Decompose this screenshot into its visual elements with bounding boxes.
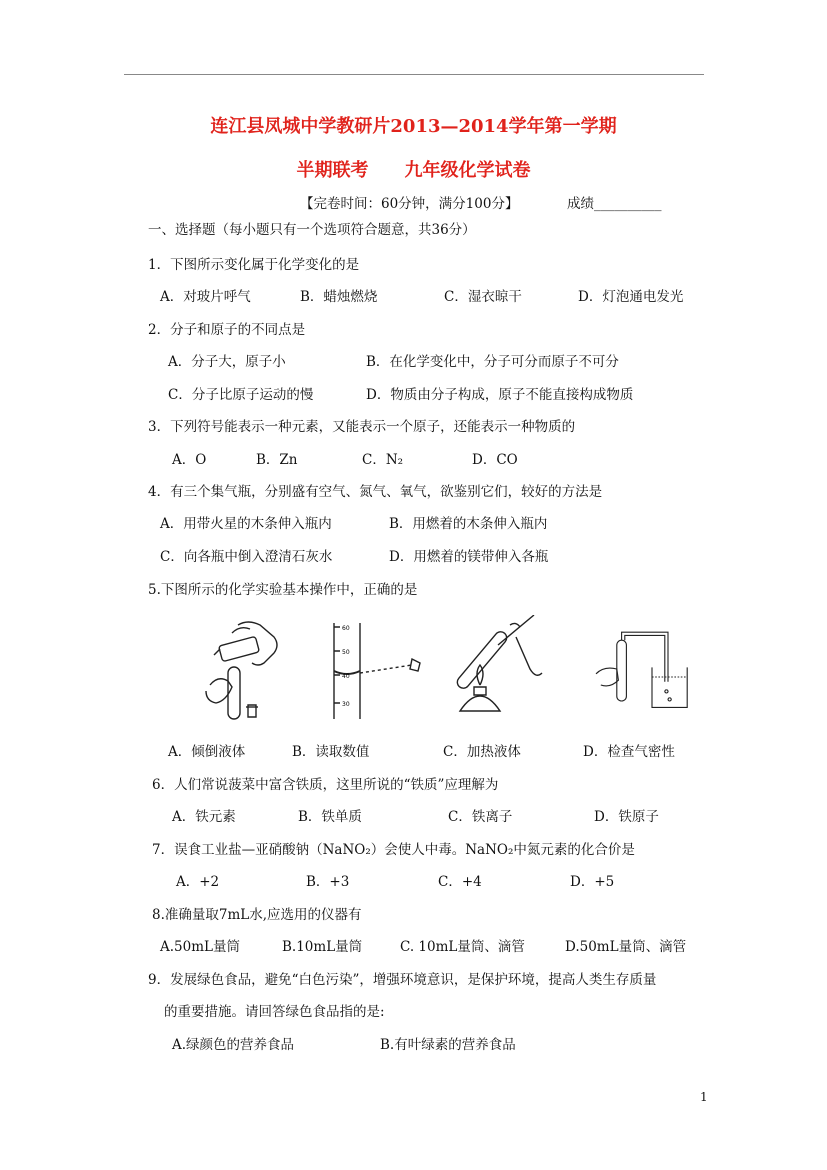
- option-c: C．N₂: [362, 452, 404, 468]
- option-a: A.50mL量筒: [160, 939, 240, 955]
- figure-airtightness: [580, 615, 700, 723]
- question-stem: 4．有三个集气瓶，分别盛有空气、氮气、氧气，欲鉴别它们，较好的方法是: [148, 484, 603, 500]
- score-field: 成绩__________: [567, 196, 662, 212]
- option-b: B.10mL量筒: [282, 939, 363, 955]
- question-stem: 9．发展绿色食品，避免“白色污染”，增强环境意识，是保护环境，提高人类生存质量: [148, 972, 657, 988]
- option-b: B．在化学变化中，分子可分而原子不可分: [366, 354, 619, 370]
- option-b: B．+3: [306, 874, 350, 890]
- cylinder-tick-30: 30: [342, 701, 350, 708]
- option-a: A．对玻片呼气: [160, 289, 251, 305]
- question-stem: 5.下图所示的化学实验基本操作中，正确的是: [148, 582, 418, 598]
- option-b: B．读取数值: [292, 744, 370, 760]
- question-stem: 3．下列符号能表示一种元素，又能表示一个原子，还能表示一种物质的: [148, 419, 576, 435]
- option-b: B．用燃着的木条伸入瓶内: [389, 516, 548, 532]
- question-stem: 8.准确量取7mL水,应选用的仪器有: [152, 907, 362, 923]
- figure-reading-cylinder: [320, 615, 440, 723]
- lab-operations-figures: [170, 615, 730, 725]
- option-c: C．铁离子: [448, 809, 513, 825]
- option-a: A．用带火星的木条伸入瓶内: [160, 516, 332, 532]
- cylinder-tick-50: 50: [342, 649, 350, 656]
- option-a: A．O: [172, 452, 207, 468]
- exam-title-line1: 连江县凤城中学教研片2013—2014学年第一学期: [210, 116, 617, 137]
- option-d: D．物质由分子构成，原子不能直接构成物质: [366, 387, 634, 403]
- question-stem: 2．分子和原子的不同点是: [148, 322, 306, 338]
- question-stem: 1．下图所示变化属于化学变化的是: [148, 257, 360, 273]
- option-b: B．Zn: [256, 452, 298, 468]
- option-d: D．检查气密性: [583, 744, 675, 760]
- option-a: A．铁元素: [172, 809, 236, 825]
- figure-heating-liquid: [440, 615, 560, 723]
- option-d: D．+5: [570, 874, 615, 890]
- header-rule: [124, 74, 704, 75]
- option-a: A．+2: [176, 874, 220, 890]
- option-a: A．倾倒液体: [168, 744, 246, 760]
- question-stem: 6．人们常说菠菜中富含铁质，这里所说的“铁质”应理解为: [152, 777, 499, 793]
- cylinder-tick-60: 60: [342, 625, 350, 632]
- option-c: C．+4: [438, 874, 482, 890]
- option-c: C．湿衣晾干: [444, 289, 522, 305]
- page-number: 1: [700, 1090, 708, 1104]
- figure-pouring-liquid: [180, 615, 300, 723]
- option-a: A．分子大，原子小: [168, 354, 286, 370]
- question-stem-continued: 的重要措施。请回答绿色食品指的是:: [164, 1004, 385, 1020]
- option-d: D．铁原子: [594, 809, 659, 825]
- option-c: C. 10mL量筒、滴管: [400, 939, 525, 955]
- exam-title-line2: 半期联考 九年级化学试卷: [296, 160, 531, 181]
- question-stem: 7．误食工业盐—亚硝酸钠（NaNO₂）会使人中毒。NaNO₂中氮元素的化合价是: [152, 842, 635, 858]
- option-c: C．向各瓶中倒入澄清石灰水: [160, 549, 333, 565]
- option-d: D.50mL量筒、滴管: [565, 939, 687, 955]
- option-d: D．灯泡通电发光: [578, 289, 684, 305]
- option-b: B．铁单质: [298, 809, 362, 825]
- exam-info: 【完卷时间：60分钟，满分100分】: [300, 196, 519, 212]
- option-b: B．蜡烛燃烧: [300, 289, 378, 305]
- option-d: D．用燃着的镁带伸入各瓶: [389, 549, 549, 565]
- option-a: A.绿颜色的营养食品: [172, 1037, 295, 1053]
- section-heading: 一、选择题（每小题只有一个选项符合题意，共36分）: [148, 222, 476, 238]
- cylinder-tick-40: 40: [342, 673, 350, 680]
- option-b: B.有叶绿素的营养食品: [380, 1037, 516, 1053]
- option-c: C．加热液体: [443, 744, 521, 760]
- option-c: C．分子比原子运动的慢: [168, 387, 314, 403]
- option-d: D．CO: [472, 452, 518, 468]
